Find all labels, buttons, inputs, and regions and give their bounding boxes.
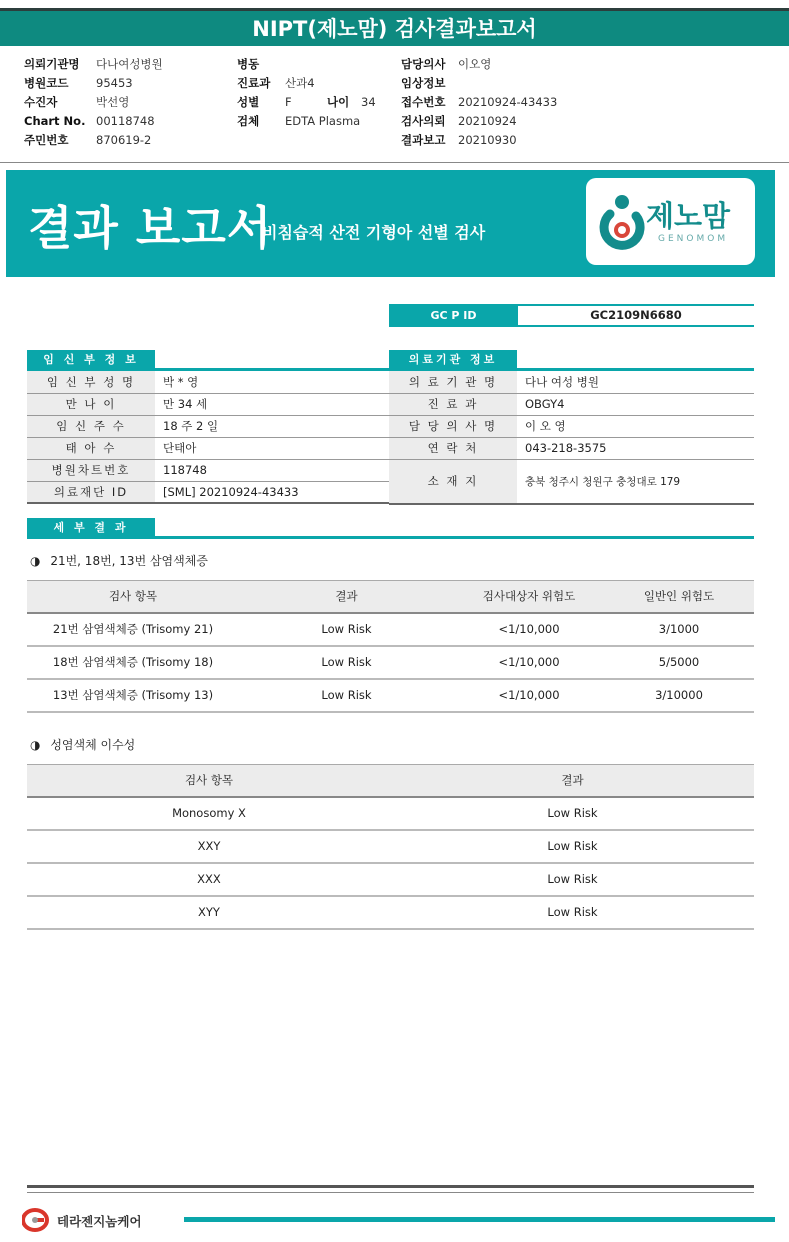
banner-subtitle: 비침습적 산전 기형아 선별 검사 bbox=[262, 223, 486, 242]
table-row: 연 락 처 043-218-3575 bbox=[389, 437, 754, 459]
table-row: 소 재 지 충북 청주시 청원구 충청대로 179 bbox=[389, 459, 754, 504]
report-title: NIPT(제노맘) 검사결과보고서 bbox=[252, 17, 537, 41]
info-row: 담당의사 이오영 bbox=[401, 57, 492, 71]
table-row: 임 신 주 수 18 주 2 일 bbox=[27, 415, 389, 437]
table-row: 의료재단 ID [SML] 20210924-43433 bbox=[27, 481, 389, 503]
patient-section-heading bbox=[27, 348, 389, 371]
patient-section-label: 임 신 부 정 보 bbox=[27, 350, 155, 370]
info-row: 병동 bbox=[237, 57, 260, 71]
footer-accent-bar bbox=[184, 1217, 775, 1222]
table-row: XXX Low Risk bbox=[27, 863, 754, 896]
footer-divider bbox=[27, 1192, 754, 1193]
sex-chrom-table bbox=[27, 764, 754, 930]
info-row: 검체 EDTA Plasma bbox=[237, 114, 361, 128]
institution-section-label: 의료기관 정보 bbox=[389, 350, 517, 370]
age-label: 나이 bbox=[327, 95, 350, 109]
footer-divider bbox=[27, 1185, 754, 1188]
trisomy-subtitle: ◑ 21번, 18번, 13번 삼염색체증 bbox=[30, 554, 208, 568]
info-row: 임상정보 bbox=[401, 76, 446, 90]
table-row: XXY Low Risk bbox=[27, 830, 754, 863]
table-row: Monosomy X Low Risk bbox=[27, 797, 754, 830]
banner-title: 결과 보고서 bbox=[28, 201, 273, 255]
company-name: 테라젠지놈케어 bbox=[57, 1214, 142, 1229]
table-row: 병원차트번호 118748 bbox=[27, 459, 389, 481]
institution-section-heading bbox=[389, 348, 754, 371]
patient-info-table bbox=[27, 371, 389, 504]
info-row: 결과보고 20210930 bbox=[401, 133, 517, 147]
report-title-bar bbox=[0, 8, 789, 46]
institution-info-table bbox=[389, 371, 754, 505]
table-row: 임 신 부 성 명 박 * 영 bbox=[27, 371, 389, 393]
half-circle-icon: ◑ bbox=[30, 554, 41, 568]
order-info-col1 bbox=[24, 55, 163, 150]
sex-chrom-subtitle: ◑ 성염색체 이수성 bbox=[30, 738, 136, 752]
info-divider bbox=[0, 162, 789, 163]
logo-text-ko: 제노맘 bbox=[646, 199, 731, 233]
table-row: 태 아 수 단태아 bbox=[27, 437, 389, 459]
company-logo-icon bbox=[22, 1208, 50, 1232]
table-row: 18번 삼염색체증 (Trisomy 18) Low Risk <1/10,000 5/5000 bbox=[27, 646, 754, 679]
age-value: 34 bbox=[361, 95, 376, 109]
table-row: XYY Low Risk bbox=[27, 896, 754, 929]
genomom-logo bbox=[586, 178, 755, 265]
info-row: 주민번호 870619-2 bbox=[24, 133, 152, 147]
gcp-id-value: GC2109N6680 bbox=[518, 304, 754, 327]
info-row: 검사의뢰 20210924 bbox=[401, 114, 517, 128]
table-row: 담 당 의 사 명 이 오 영 bbox=[389, 415, 754, 437]
report-banner bbox=[6, 170, 775, 277]
company-logo bbox=[22, 1208, 182, 1232]
detail-section-heading bbox=[27, 516, 754, 539]
trisomy-table bbox=[27, 580, 754, 713]
info-row: Chart No. 00118748 bbox=[24, 114, 155, 128]
table-row: 진 료 과 OBGY4 bbox=[389, 393, 754, 415]
info-row: 접수번호 20210924-43433 bbox=[401, 95, 558, 109]
detail-section-label: 세 부 결 과 bbox=[27, 518, 155, 538]
half-circle-icon: ◑ bbox=[30, 738, 41, 752]
table-row: 21번 삼염색체증 (Trisomy 21) Low Risk <1/10,000 3/1000 bbox=[27, 613, 754, 646]
table-header-row: 검사 항목 결과 bbox=[27, 765, 754, 797]
info-row: 병원코드 95453 bbox=[24, 76, 133, 90]
genomom-logo-icon bbox=[596, 192, 646, 252]
gcp-id-label: GC P ID bbox=[389, 304, 518, 327]
info-row: 진료과 산과4 bbox=[237, 76, 315, 90]
info-row: 의뢰기관명 다나여성병원 bbox=[24, 57, 163, 71]
order-info-col2 bbox=[237, 55, 376, 131]
table-row: 만 나 이 만 34 세 bbox=[27, 393, 389, 415]
order-info-col3 bbox=[401, 55, 557, 150]
table-row: 의 료 기 관 명 다나 여성 병원 bbox=[389, 371, 754, 393]
info-row: 성별 F 나이 34 bbox=[237, 93, 376, 112]
logo-text-en: GENOMOM bbox=[658, 234, 729, 244]
table-row: 13번 삼염색체증 (Trisomy 13) Low Risk <1/10,000 3/10000 bbox=[27, 679, 754, 712]
info-row: 수진자 박선영 bbox=[24, 95, 130, 109]
table-header-row: 검사 항목 결과 검사대상자 위험도 일반인 위험도 bbox=[27, 581, 754, 613]
